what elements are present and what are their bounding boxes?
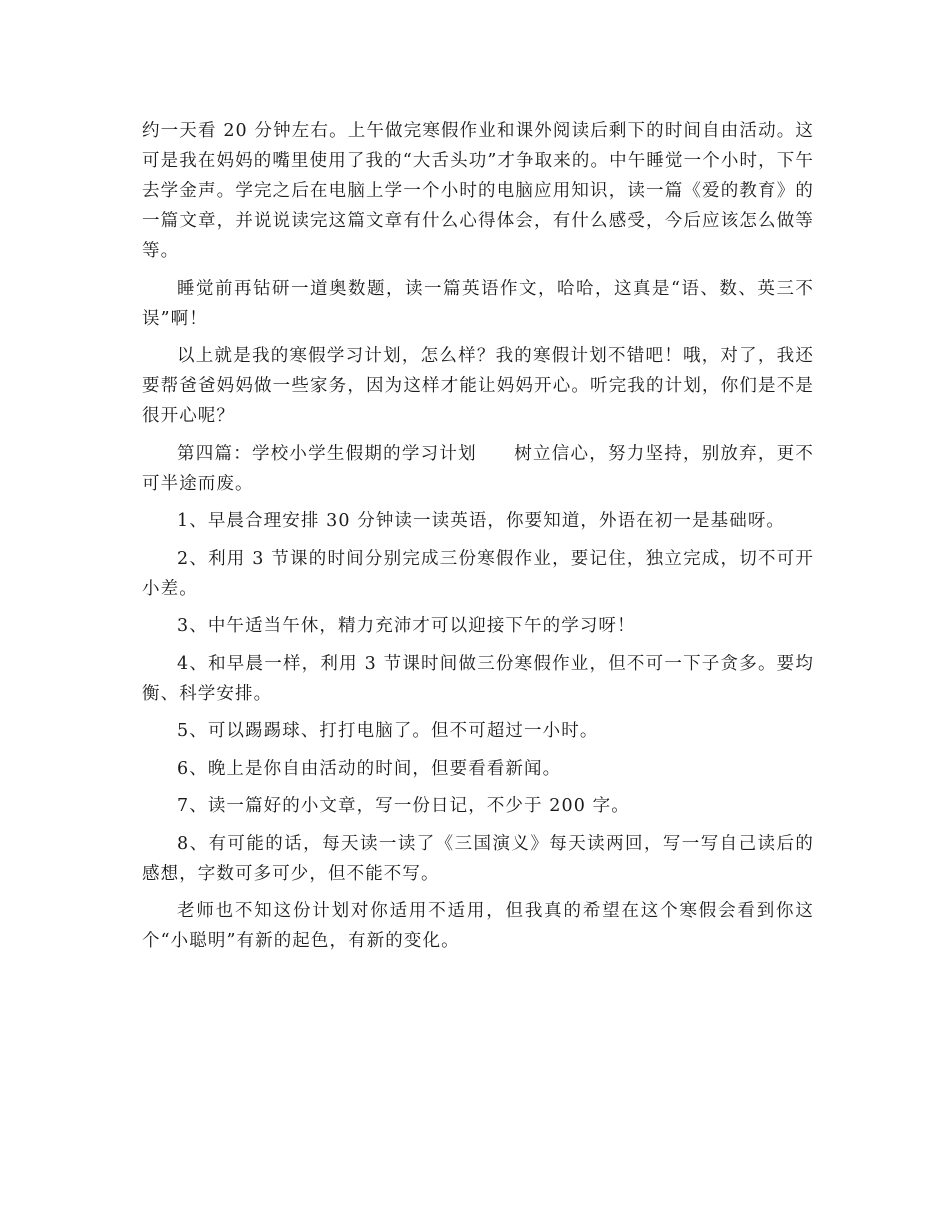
list-item-6: 6、晚上是你自由活动的时间，但要看看新闻。	[177, 758, 562, 779]
list-item-8: 8、有可能的话，每天读一读了《三国演义》每天读两回，写一写自己读后的感想，字数可多可少，但不能不写。	[142, 833, 814, 884]
paragraph-3: 以上就是我的寒假学习计划，怎么样？我的寒假计划不错吧！哦，对了，我还要帮爸爸妈妈做一些家务，因为这样才能让妈妈开心。听完我的计划，你们是不是很开心呢？	[142, 346, 814, 426]
list-item-5: 5、可以踢踢球、打打电脑了。但不可超过一小时。	[177, 721, 599, 741]
document-body	[142, 116, 814, 964]
paragraph-1: 约一天看 20 分钟左右。上午做完寒假作业和课外阅读后剩下的时间自由活动。这可是我在妈妈的嘴里使用了我的“大舌头功”才争取来的。中午睡觉一个小时，下午去学金声。学完之后在电脑上学一个小时的电脑应用知识，读一篇《爱的教育》的一篇文章，并说说读完这篇文章有什么心得体会，有什么感受，今后应该怎么做等等。	[142, 121, 814, 261]
paragraph-2: 睡觉前再钻研一道奥数题，读一篇英语作文，哈哈，这真是“语、数、英三不误”啊！	[142, 278, 814, 329]
list-item-1: 1、早晨合理安排 30 分钟读一读英语，你要知道，外语在初一是基础呀。	[177, 511, 786, 531]
closing-paragraph: 老师也不知这份计划对你适用不适用，但我真的希望在这个寒假会看到你这个“小聪明”有新的起色，有新的变化。	[142, 901, 814, 951]
list-item-3: 3、中午适当午休，精力充沛才可以迎接下午的学习呀！	[177, 616, 636, 636]
list-item-2: 2、利用 3 节课的时间分别完成三份寒假作业，要记住，独立完成，切不可开小差。	[142, 548, 814, 599]
paragraph-4-heading: 第四篇：学校小学生假期的学习计划 树立信心，努力坚持，别放弃，更不可半途而废。	[142, 443, 814, 494]
list-item-4: 4、和早晨一样，利用 3 节课时间做三份寒假作业，但不可一下子贪多。要均衡、科学安排。	[142, 653, 814, 704]
list-item-7: 7、读一篇好的小文章，写一份日记，不少于 200 字。	[177, 796, 630, 816]
